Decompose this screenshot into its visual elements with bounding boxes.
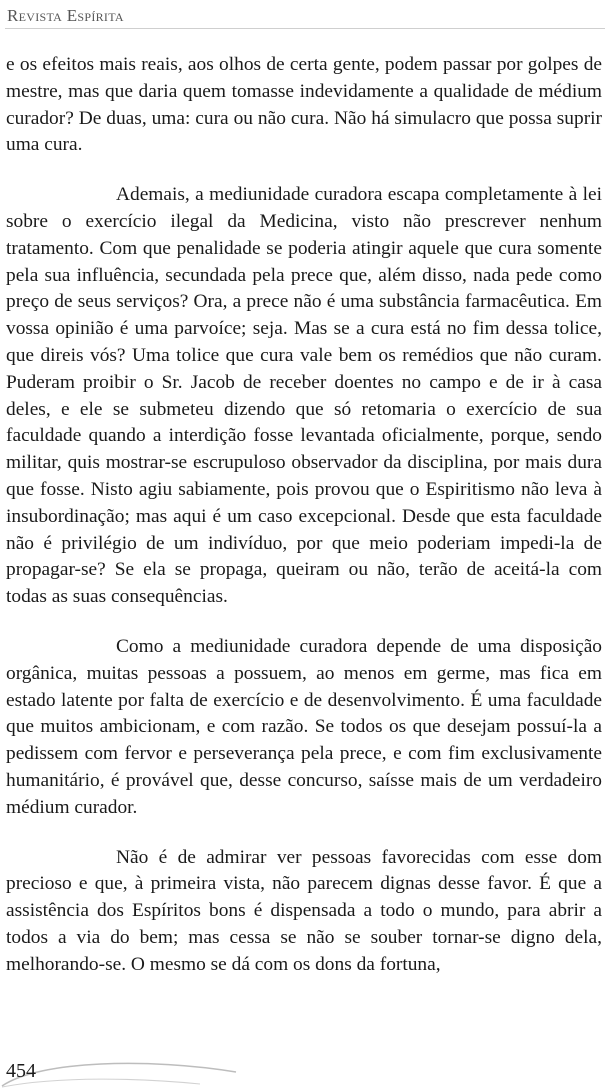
paragraph: Ademais, a mediunidade curadora escapa completamente à lei sobre o exercício ilegal da Medicina, visto não prescrever nenhum tratamento. Com que penalidade se poderia atingir aquele que cura somente pela sua influência, secundada pela prece que, além disso, nada pede como preço de seus serviços? Ora, a prece não é uma substância farmacêutica. Em vossa opinião é uma parvoíce; seja. Mas se a cura está no fim dessa tolice, que direis vós? Uma tolice que cura vale bem os remédios que não curam. Puderam proibir o Sr. Jacob de receber doentes no campo e de ir à casa deles, e ele se submeteu dizendo que só retomaria o exercício de sua faculdade quando a interdição fosse levantada oficialmente, porque, sendo militar, quis mostrar-se escrupuloso observador da disciplina, por mais dura que fosse. Nisto agiu sabiamente, pois provou que o Espiritismo não leva à insubordinação; mas aqui é um caso excepcional. Desde que esta faculdade não é privilégio de um indivíduo, por que meio poderiam impedi-la de propagar-se? Se ela se propaga, queiram ou não, terão de aceitá-la com todas as suas consequências.: [6, 184, 602, 608]
paragraph: Como a mediunidade curadora depende de uma disposição orgânica, muitas pessoas a possuem, ao menos em germe, mas fica em estado latente por falta de exercício e de desenvolvimento. É uma faculdade que muitos ambicionam, e com razão. Se todos os que desejam possuí-la a pedissem com fervor e perseverança pela prece, e com fim exclusivamente humanitário, é provável que, desse concurso, saísse mais de um verdadeiro médium curador.: [6, 635, 602, 818]
paragraph-continuation: e os efeitos mais reais, aos olhos de certa gente, podem passar por golpes de mestre, mas que daria quem tomasse indevidamente a qualidade de médium curador? De duas, uma: cura ou não cura. Não há simulacro que possa suprir uma cura.: [6, 54, 602, 156]
header-divider: [5, 28, 605, 29]
page-number-swoosh-decoration: [0, 1056, 240, 1089]
page-number: 454: [6, 1060, 36, 1082]
running-header: Revista Espírita: [7, 6, 124, 25]
body-text: [6, 52, 602, 979]
paragraph: Não é de admirar ver pessoas favorecidas com esse dom precioso e que, à primeira vista, não parecem dignas desse favor. É que a assistência dos Espíritos bons é dispensada a todo o mundo, para abrir a todos a via do bem; mas cessa se não se souber tornar-se digno dela, melhorando-se. O mesmo se dá com os dons da fortuna,: [6, 846, 602, 975]
